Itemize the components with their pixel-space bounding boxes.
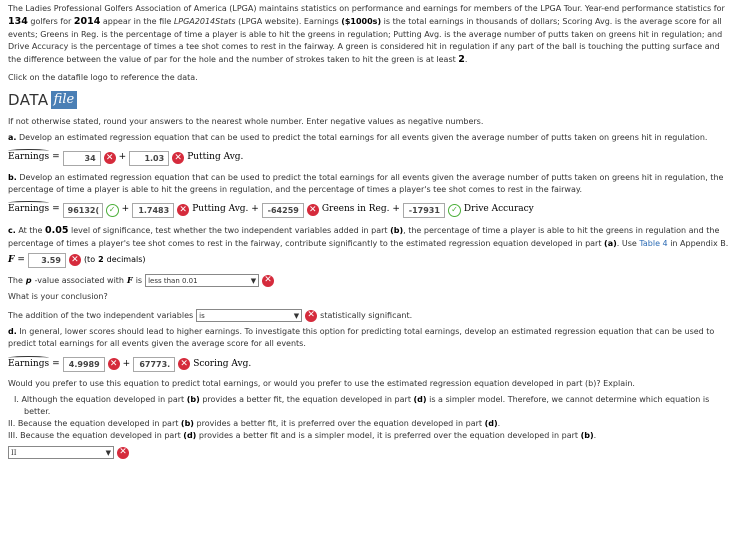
f-symbol: F	[127, 275, 133, 286]
intro-text: .	[464, 55, 468, 65]
datafile-name: LPGA2014Stats	[173, 17, 236, 26]
intro-text: is the total earnings in thousands of dollars; Scoring Avg. is the average score for all events; Greens in Reg. is the percentage of time a player is able to hit the greens in regulation; Putting Avg. is the average number of putts taken on greens hit in regulation; and Drive Accuracy is the percentage of times a tee shot comes to rest in the fairway. A green is considered hit in regulation if any part of the ball is touching the putting surface and the difference between the value of par for the hole and the number of strokes taken to hit the green is at least	[8, 17, 723, 65]
part-b-text: Develop an estimated regression equation that can be used to predict the total earnings for all events given the average number of putts taken on greens hit in regulation, the percentage of time a player is able to hit the greens in regulation, and the percentage of times a player's tee shot comes to rest in the fairway.	[8, 173, 724, 194]
part-b-drive-coef-input[interactable]: -17931	[403, 203, 445, 218]
answer-options	[8, 394, 730, 442]
plus-sign: +	[118, 152, 127, 163]
option-2	[8, 418, 730, 430]
significance-level: 0.05	[45, 225, 69, 236]
equals-sign: =	[52, 204, 60, 215]
part-ref: (d)	[484, 419, 498, 429]
decimals-note: (to	[83, 255, 96, 265]
part-b-equation	[8, 200, 730, 220]
close-icon: ✕	[305, 310, 317, 322]
part-c-prompt	[8, 224, 730, 250]
close-icon: ✕	[108, 358, 120, 370]
intro-text: golfers for	[30, 17, 72, 26]
option-text: .	[497, 419, 501, 429]
check-icon: ✓	[106, 204, 119, 217]
option-number: I.	[14, 395, 19, 405]
golfer-count: 134	[8, 16, 28, 27]
significance-select[interactable]	[196, 309, 302, 322]
close-icon: ✕	[104, 152, 116, 164]
part-ref: (d)	[413, 395, 427, 405]
option-text: provides a better fit and is a simpler model, it is preferred over the equation developed in part	[198, 431, 579, 441]
part-a-coef-input[interactable]: 1.03	[129, 151, 169, 166]
part-a-prompt	[8, 132, 730, 144]
logo-data-text: DATA	[8, 90, 49, 109]
part-ref: (d)	[183, 431, 197, 441]
part-b-prompt	[8, 172, 730, 196]
part-c-text: At the	[18, 226, 43, 235]
conclusion-question: What is your conclusion?	[8, 292, 108, 302]
f-value-input[interactable]: 3.59	[28, 253, 66, 268]
stroke-threshold: 2	[458, 54, 465, 66]
part-b-greens-coef-input[interactable]: -64259	[262, 203, 304, 218]
option-text: Although the equation developed in part	[21, 395, 185, 405]
option-text: provides a better fit, it is preferred over the equation developed in part	[196, 419, 483, 429]
part-ref: (b)	[580, 431, 594, 441]
year: 2014	[73, 16, 101, 27]
close-icon: ✕	[172, 152, 184, 164]
close-icon: ✕	[262, 275, 274, 287]
part-a-letter: a.	[8, 133, 17, 142]
intro-text: appear in the file	[102, 17, 172, 26]
p-symbol: p	[25, 275, 32, 285]
significance-selected: is	[199, 311, 205, 320]
equals-sign: =	[52, 358, 60, 369]
earnings-hat-label: Earnings	[8, 151, 49, 165]
option-number: III.	[8, 431, 18, 441]
option-text: provides a better fit, the equation developed in part	[202, 395, 411, 405]
intro-text: (LPGA website). Earnings	[238, 17, 339, 26]
equals-sign: =	[52, 152, 60, 163]
p-value-text: is	[135, 275, 143, 285]
p-value-row	[8, 274, 730, 287]
f-label: F	[8, 254, 15, 265]
chevron-down-icon: ▼	[250, 276, 257, 285]
part-d-equation	[8, 354, 730, 374]
drive-accuracy-term: Drive Accuracy	[463, 204, 534, 215]
intro-text: The Ladies Professional Golfers Association of America (LPGA) maintains statistics on performance and earnings for members of the LPGA Tour. Year-end performance statistics for	[8, 4, 725, 13]
part-b-putting-coef-input[interactable]: 1.7483	[132, 203, 174, 218]
click-instruction: Click on the datafile logo to reference the data.	[8, 72, 198, 82]
part-c-text: level of significance, test whether the two independent variables added in part	[71, 226, 388, 235]
p-value-text: The	[8, 275, 23, 285]
earnings-unit: ($1000s)	[341, 17, 382, 26]
part-c-text: in Appendix B.	[670, 239, 729, 249]
preference-question: Would you prefer to use this equation to predict total earnings, or would you prefer to use the estimated regression equation developed in part (b)? Explain.	[8, 379, 635, 389]
conclusion-text: The addition of the two independent variables	[8, 310, 194, 320]
part-ref: (b)	[186, 395, 200, 405]
p-value-select[interactable]	[145, 274, 259, 287]
greens-in-reg-term: Greens in Reg. +	[321, 204, 400, 215]
scoring-avg-term: Scoring Avg.	[193, 358, 252, 369]
p-value-selected: less than 0.01	[148, 276, 198, 285]
decimals-note: decimals)	[106, 255, 146, 265]
putting-avg-term: Putting Avg. +	[192, 204, 259, 215]
option-3	[8, 430, 730, 442]
part-d-coef-input[interactable]: 67773.	[133, 357, 175, 372]
answer-select[interactable]	[8, 446, 114, 459]
part-d-letter: d.	[8, 327, 17, 337]
rounding-instruction: If not otherwise stated, round your answers to the nearest whole number. Enter negative values as negative numbers.	[8, 117, 484, 126]
part-ref: (b)	[180, 419, 194, 429]
f-statistic-row	[8, 250, 730, 270]
chevron-down-icon: ▼	[293, 311, 300, 320]
close-icon: ✕	[177, 204, 189, 216]
part-a-equation	[8, 148, 730, 168]
equals-sign: =	[17, 254, 25, 265]
answer-select-row	[8, 446, 730, 459]
putting-avg-term: Putting Avg.	[187, 152, 244, 163]
close-icon: ✕	[117, 447, 129, 459]
logo-file-text: file	[51, 91, 78, 109]
close-icon: ✕	[178, 358, 190, 370]
part-d-text: In general, lower scores should lead to higher earnings. To investigate this option for predicting total earnings, develop an estimated regression equation that can be used to predict total earnings for all events given the average score for all events.	[8, 327, 715, 349]
check-icon: ✓	[448, 204, 461, 217]
earnings-hat-label: Earnings	[8, 203, 49, 217]
chevron-down-icon: ▼	[105, 448, 111, 457]
option-text: .	[593, 431, 597, 441]
earnings-hat-label: Earnings	[8, 358, 49, 372]
part-a-intercept-input[interactable]: 34	[63, 151, 101, 166]
conclusion-row	[8, 309, 730, 322]
answer-selected: II	[11, 448, 17, 457]
plus-sign: +	[121, 204, 130, 215]
part-ref: (b)	[390, 226, 404, 235]
plus-sign: +	[122, 358, 131, 369]
close-icon: ✕	[307, 204, 319, 216]
part-c-letter: c.	[8, 226, 16, 235]
option-text: Because the equation developed in part	[20, 431, 181, 441]
p-value-text: -value associated with	[34, 275, 124, 285]
conclusion-text: statistically significant.	[320, 310, 413, 320]
close-icon: ✕	[69, 254, 81, 266]
part-c-text: . Use	[616, 239, 637, 249]
part-d-intercept-input[interactable]: 4.9989	[63, 357, 105, 372]
option-text: is a simpler model. Therefore, we cannot determine which equation is better.	[24, 395, 710, 417]
part-a-text: Develop an estimated regression equation that can be used to predict the total earnings for all events given the average number of putts taken on greens hit in regulation.	[18, 133, 708, 142]
decimals-count: 2	[98, 255, 104, 265]
part-c-text: , the percentage of time a player is able to hit the greens in regulation and the percentage of times a player's tee shot comes to rest in the fairway, contribute significantly to the estimated regression equation developed in part	[8, 226, 720, 249]
part-b-letter: b.	[8, 173, 17, 182]
part-b-intercept-input[interactable]: 96132(	[63, 203, 103, 218]
option-1	[8, 394, 730, 418]
option-number: II.	[8, 419, 16, 429]
datafile-logo[interactable]	[8, 89, 730, 112]
part-ref: (a)	[604, 239, 617, 249]
intro-paragraph	[8, 3, 730, 68]
option-text: Because the equation developed in part	[17, 419, 179, 429]
table-4-link[interactable]: Table 4	[639, 239, 668, 249]
part-d-prompt	[8, 326, 730, 350]
